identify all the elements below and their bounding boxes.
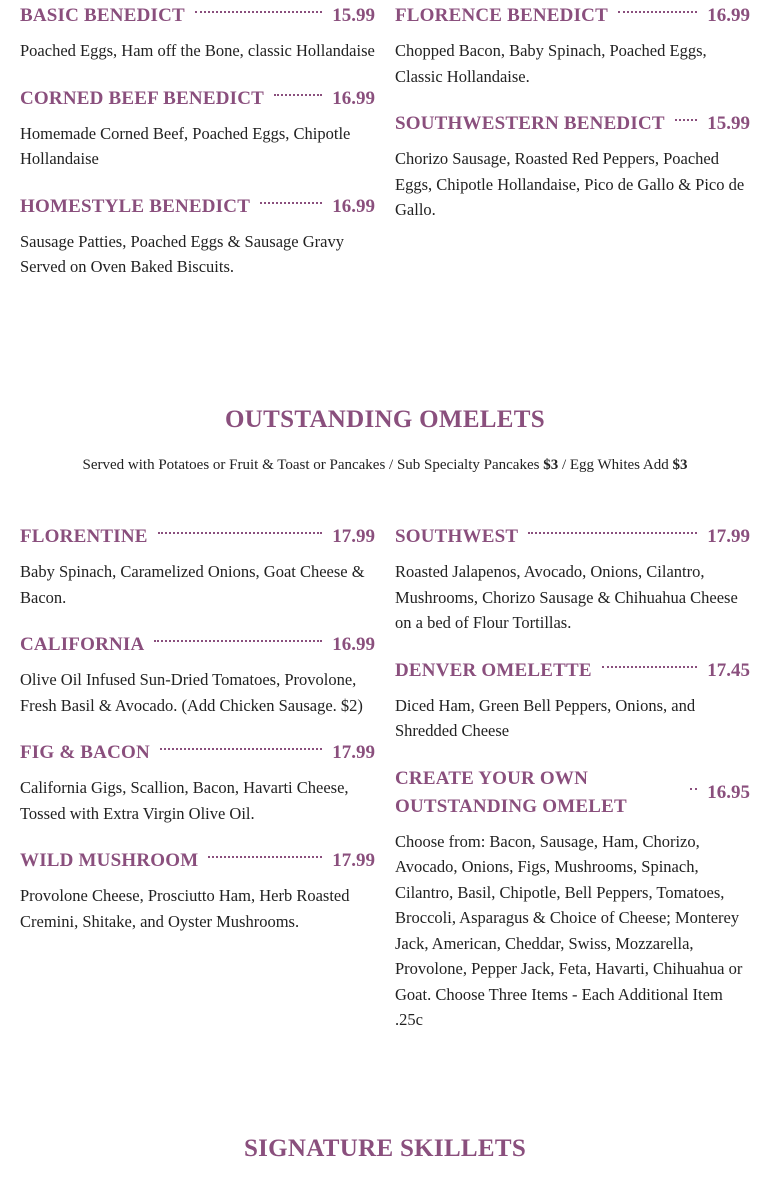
item-name: CORNED BEEF BENEDICT [20,87,265,109]
dotted-leader [528,532,697,534]
item-price: 17.45 [707,659,750,681]
subtitle-price: $3 [672,457,688,473]
subtitle-text: / Egg Whites Add [558,457,673,473]
benedicts-left-column [20,2,375,300]
section-title-skillets: SIGNATURE SKILLETS [243,1135,527,1162]
item-description: California Gigs, Scallion, Bacon, Havarti Cheese, Tossed with Extra Virgin Olive Oil. [20,778,349,823]
dotted-leader [158,532,323,534]
item-description: Baby Spinach, Caramelized Onions, Goat Cheese & Bacon. [20,562,365,607]
item-name: BASIC BENEDICT [20,5,185,26]
benedicts-right-column [395,2,750,243]
omelets-right-column [395,523,750,1053]
item-name: FIG & BACON [20,742,150,763]
item-price: 15.99 [332,5,375,26]
item-name: CREATE YOUR OWN OUTSTANDING OMELET [395,767,627,817]
item-price: 17.99 [332,742,375,763]
item-description: Provolone Cheese, Prosciutto Ham, Herb Roasted Cremini, Shitake, and Oyster Mushrooms. [20,886,350,931]
item-price: 16.99 [332,195,375,217]
menu-item-denver-omelette [395,657,750,744]
item-price: 16.95 [707,781,750,803]
item-price: 15.99 [707,113,750,134]
dotted-leader [274,94,322,96]
item-description: Poached Eggs, Ham off the Bone, classic Hollandaise [20,41,375,60]
item-name: CALIFORNIA [20,634,145,655]
item-price: 17.99 [332,526,375,547]
item-description: Sausage Patties, Poached Eggs & Sausage Gravy Served on Oven Baked Biscuits. [20,231,344,276]
subtitle-price: $3 [543,457,559,473]
item-name: SOUTHWESTERN BENEDICT [395,113,665,134]
item-name: HOMESTYLE BENEDICT [20,195,251,217]
item-description: Chopped Bacon, Baby Spinach, Poached Eggs, Classic Hollandaise. [395,41,707,86]
item-name: SOUTHWEST [395,526,519,547]
section-title-omelets: OUTSTANDING OMELETS [225,406,545,433]
dotted-leader [675,119,698,121]
item-price: 16.99 [332,87,375,109]
subtitle-text: Served with Potatoes or Fruit & Toast or Pancakes / Sub Specialty Pancakes [82,457,544,473]
dotted-leader [260,202,322,204]
item-description: Chorizo Sausage, Roasted Red Peppers, Poached Eggs, Chipotle Hollandaise, Pico de Gallo & Pico de Gallo. [395,149,745,219]
item-price: 17.99 [707,526,750,547]
item-price: 16.99 [332,634,375,655]
menu-item-create-your-own-omelet [395,765,750,1033]
dotted-leader [690,788,697,790]
dotted-leader [602,666,698,668]
item-description: Olive Oil Infused Sun-Dried Tomatoes, Provolone, Fresh Basil & Avocado. (Add Chicken Sausage. $2) [20,670,363,715]
item-name: FLORENCE BENEDICT [395,5,608,26]
item-price: 16.99 [707,5,750,26]
menu-item-southwest [395,523,750,636]
item-description: Roasted Jalapenos, Avocado, Onions, Cilantro, Mushrooms, Chorizo Sausage & Chihuahua Cheese on a bed of Flour Tortillas. [395,562,738,632]
menu-item-florentine [20,523,375,610]
menu-item-corned-beef-benedict [20,85,375,172]
dotted-leader [618,11,697,13]
menu-item-homestyle-benedict [20,193,375,280]
section-subtitle-omelets [0,457,770,474]
dotted-leader [154,640,322,642]
dotted-leader [160,748,322,750]
menu-item-fig-and-bacon [20,739,375,826]
item-description: Homemade Corned Beef, Poached Eggs, Chipotle Hollandaise [20,123,351,168]
menu-item-southwestern-benedict [395,110,750,223]
item-name: WILD MUSHROOM [20,850,199,871]
menu-item-basic-benedict [20,2,375,64]
item-name: DENVER OMELETTE [395,659,592,681]
omelets-left-column [20,523,375,954]
item-price: 17.99 [332,850,375,871]
item-name: FLORENTINE [20,526,148,547]
dotted-leader [195,11,322,13]
menu-item-wild-mushroom [20,847,375,934]
menu-item-florence-benedict [395,2,750,89]
menu-item-california [20,631,375,718]
item-description: Choose from: Bacon, Sausage, Ham, Chorizo, Avocado, Onions, Figs, Mushrooms, Spinach, Cilantro, Basil, Chipotle, Bell Peppers, Tomatoes, Broccoli, Asparagus & Choice of Cheese; Monterey Jack, American, Cheddar, Swiss, Mozzarella, Provolone, Pepper Jack, Feta, Havarti, Chihuahua or Goat. Choose Three Items - Each Additional Item .25c [395,831,743,1029]
dotted-leader [208,856,322,858]
item-description: Diced Ham, Green Bell Peppers, Onions, and Shredded Cheese [395,695,696,740]
